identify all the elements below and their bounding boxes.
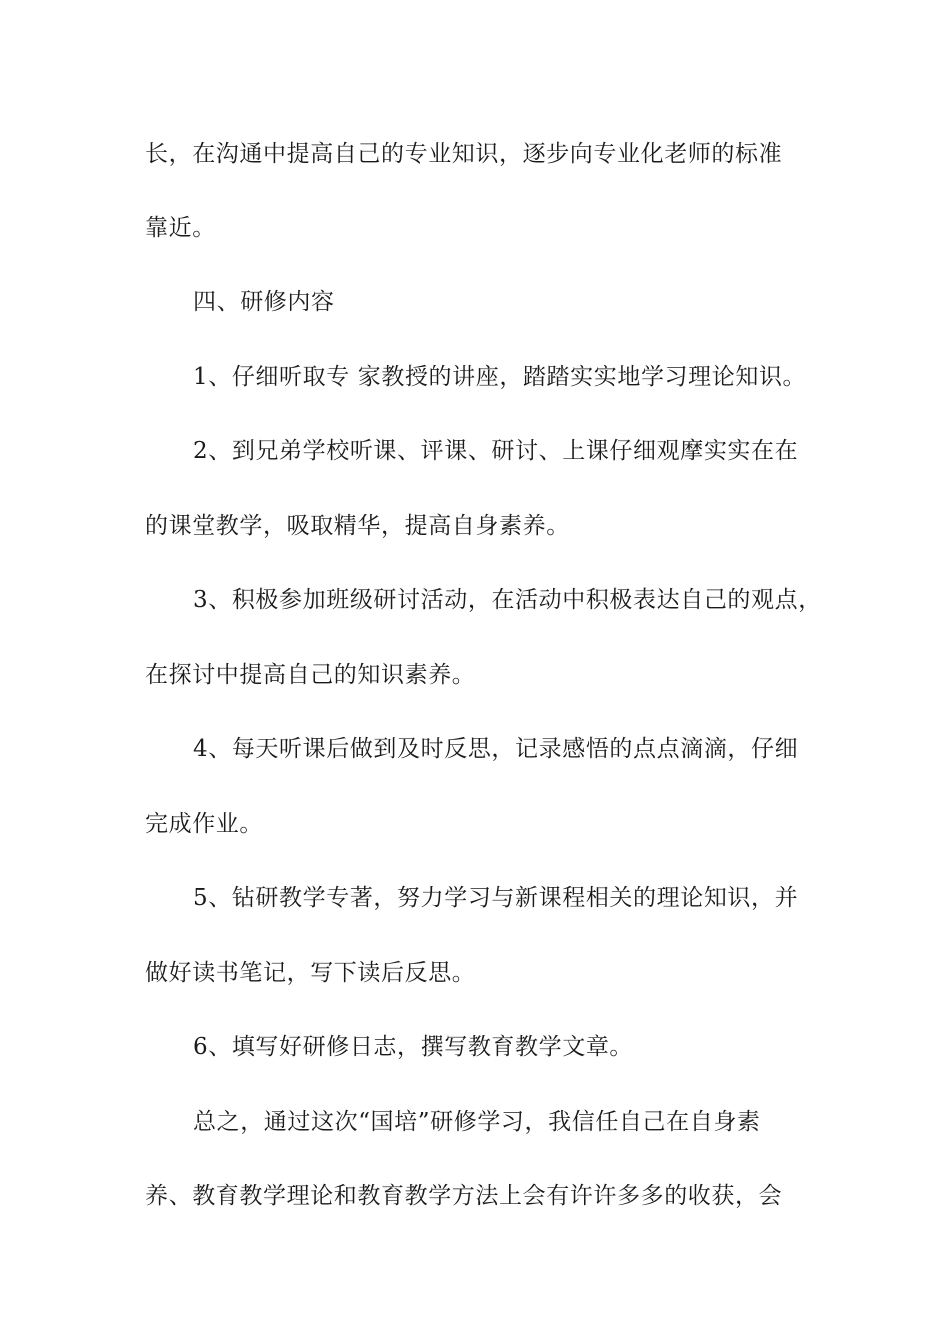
list-item: 1、仔细听取专 家教授的讲座，踏踏实实地学习理论知识。: [193, 364, 807, 390]
paragraph-line: 长，在沟通中提高自己的专业知识，逐步向专业化老师的标准: [145, 141, 783, 167]
section-heading: 四、研修内容: [193, 289, 335, 315]
paragraph-line: 养、教育教学理论和教育教学方法上会有许许多多的收获，会: [145, 1183, 783, 1209]
list-item-continuation: 做好读书笔记，写下读后反思。: [145, 960, 476, 986]
list-item: 2、到兄弟学校听课、评课、研讨、上课仔细观摩实实在在: [193, 438, 799, 464]
list-item-continuation: 的课堂教学，吸取精华，提高自身素养。: [145, 513, 570, 539]
list-item: 3、积极参加班级研讨活动，在活动中积极表达自己的观点，: [193, 587, 822, 613]
list-item: 4、每天听课后做到及时反思，记录感悟的点点滴滴，仔细: [193, 736, 799, 762]
paragraph-line: 总之，通过这次“国培”研修学习，我信任自己在自身素: [193, 1109, 761, 1135]
list-item-continuation: 在探讨中提高自己的知识素养。: [145, 662, 476, 688]
paragraph-line: 靠近。: [145, 215, 216, 241]
list-item: 6、填写好研修日志，撰写教育教学文章。: [193, 1034, 634, 1060]
list-item-continuation: 完成作业。: [145, 811, 263, 837]
list-item: 5、钻研教学专著，努力学习与新课程相关的理论知识，并: [193, 885, 799, 911]
